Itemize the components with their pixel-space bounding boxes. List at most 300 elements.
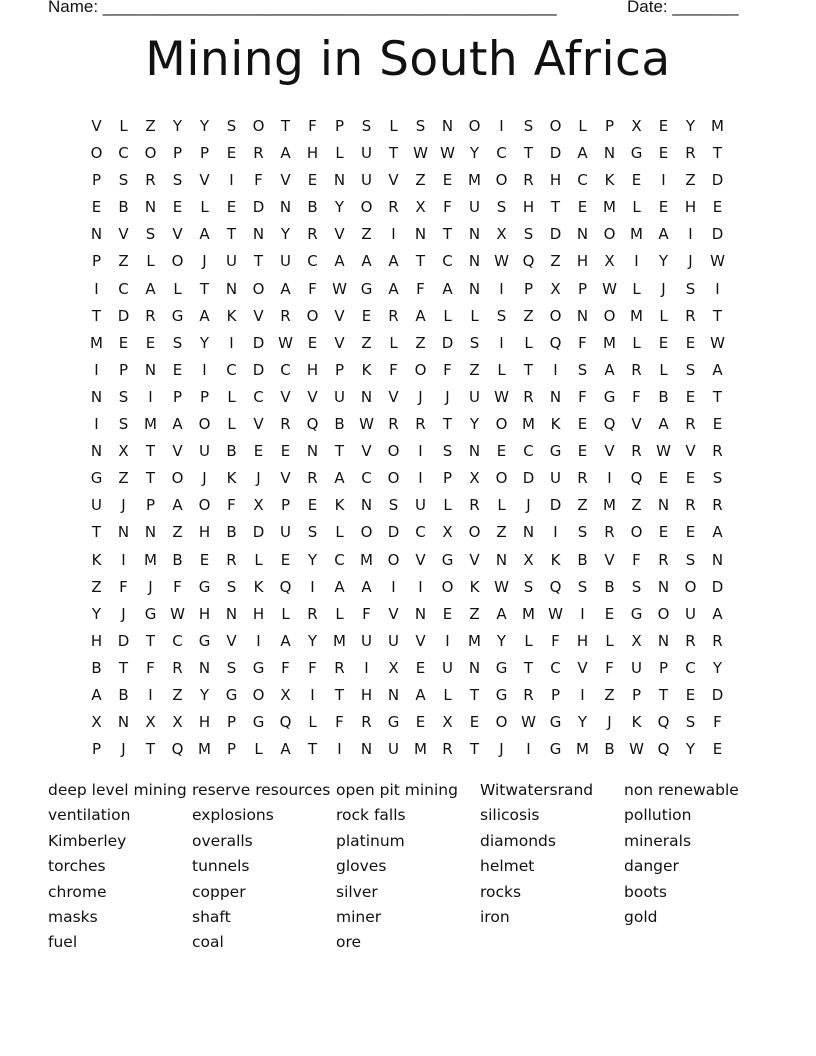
grid-cell: J [499, 740, 504, 759]
grid-cell: U [280, 523, 291, 542]
grid-cell: R [685, 415, 696, 434]
grid-cell: N [306, 442, 319, 461]
grid-cell: I [445, 631, 450, 650]
grid-cell: A [280, 144, 291, 163]
grid-cell: C [685, 658, 696, 677]
word-list-item: rock falls [336, 806, 406, 825]
grid-cell: E [226, 144, 237, 163]
grid-cell: O [387, 442, 400, 461]
grid-cell: A [712, 604, 723, 623]
grid-cell: N [198, 658, 211, 677]
grid-cell: N [576, 306, 589, 325]
grid-cell: T [307, 740, 318, 759]
grid-cell: N [522, 523, 535, 542]
grid-cell: P [172, 387, 183, 406]
grid-cell: I [688, 225, 693, 244]
grid-cell: E [280, 550, 291, 569]
grid-cell: C [442, 252, 453, 271]
grid-cell: I [499, 117, 504, 135]
grid-cell: D [441, 333, 454, 352]
grid-cell: R [631, 360, 642, 379]
grid-cell: Z [415, 333, 426, 352]
grid-cell: V [253, 306, 264, 325]
grid-cell: N [333, 171, 346, 190]
grid-cell: E [145, 333, 156, 352]
grid-cell: D [549, 496, 562, 515]
grid-cell: N [144, 523, 157, 542]
grid-cell: X [496, 225, 507, 244]
grid-cell: P [226, 713, 237, 732]
name-field: Name: ________________________________________________ [48, 0, 557, 16]
grid-cell: G [144, 604, 157, 623]
grid-cell: K [334, 496, 345, 515]
grid-cell: T [280, 117, 291, 135]
grid-cell: E [253, 442, 264, 461]
grid-cell: O [468, 523, 481, 542]
grid-cell: X [631, 631, 642, 650]
grid-cell: Y [334, 198, 345, 217]
grid-cell: N [144, 360, 157, 379]
grid-cell: L [389, 333, 398, 352]
grid-cell: F [362, 604, 371, 623]
grid-cell: G [198, 631, 211, 650]
grid-cell: U [469, 387, 480, 406]
grid-cell: S [685, 360, 696, 379]
grid-cell: K [253, 577, 264, 596]
grid-cell: A [442, 279, 453, 298]
grid-cell: D [252, 360, 265, 379]
grid-cell: R [388, 198, 399, 217]
grid-cell: X [550, 279, 561, 298]
grid-cell: Z [172, 685, 183, 704]
grid-cell: S [415, 117, 426, 135]
grid-cell: Y [280, 225, 291, 244]
grid-cell: P [631, 685, 642, 704]
grid-cell: B [172, 550, 183, 569]
grid-cell: R [280, 415, 291, 434]
grid-cell: L [254, 550, 263, 569]
grid-cell: A [658, 225, 669, 244]
grid-cell: E [712, 740, 723, 759]
grid-cell: L [200, 198, 209, 217]
grid-cell: E [361, 306, 372, 325]
grid-cell: S [118, 415, 129, 434]
grid-cell: D [387, 523, 400, 542]
grid-cell: Z [118, 252, 129, 271]
grid-cell: F [578, 387, 587, 406]
word-list-item: tunnels [192, 857, 250, 876]
grid-cell: U [280, 252, 291, 271]
grid-cell: A [91, 685, 102, 704]
grid-cell: N [711, 550, 724, 569]
grid-cell: Z [631, 496, 642, 515]
grid-cell: J [202, 252, 207, 271]
grid-cell: W [278, 333, 293, 352]
grid-cell: M [630, 306, 643, 325]
grid-cell: R [226, 550, 237, 569]
grid-cell: F [551, 631, 560, 650]
header-line [48, 0, 748, 21]
grid-cell: Q [549, 333, 562, 352]
grid-cell: A [199, 225, 210, 244]
grid-cell: L [659, 360, 668, 379]
grid-cell: J [661, 279, 666, 298]
grid-cell: H [198, 523, 211, 542]
grid-cell: M [603, 496, 616, 515]
grid-cell: R [604, 523, 615, 542]
grid-cell: J [121, 604, 126, 623]
grid-cell: U [469, 198, 480, 217]
grid-cell: N [576, 225, 589, 244]
grid-cell: R [712, 496, 723, 515]
grid-cell: E [469, 713, 480, 732]
grid-cell: T [226, 225, 237, 244]
grid-cell: I [499, 279, 504, 298]
grid-cell: E [712, 415, 723, 434]
grid-cell: A [496, 604, 507, 623]
grid-cell: A [712, 523, 723, 542]
grid-cell: K [361, 360, 372, 379]
grid-cell: V [631, 415, 642, 434]
grid-cell: Y [199, 333, 210, 352]
grid-cell: V [361, 442, 372, 461]
grid-cell: E [442, 171, 453, 190]
grid-cell: N [657, 496, 670, 515]
grid-cell: N [252, 225, 265, 244]
grid-cell: J [445, 387, 450, 406]
grid-cell: E [577, 198, 588, 217]
grid-cell: L [524, 333, 533, 352]
grid-cell: U [442, 658, 453, 677]
grid-cell: S [361, 117, 372, 135]
grid-cell: V [172, 225, 183, 244]
grid-cell: N [90, 442, 103, 461]
grid-cell: F [308, 658, 317, 677]
word-list-item: boots [624, 882, 667, 901]
grid-cell: Y [307, 550, 318, 569]
grid-cell: T [199, 279, 210, 298]
grid-cell: E [658, 198, 669, 217]
grid-cell: L [443, 496, 452, 515]
grid-cell: G [549, 713, 562, 732]
grid-cell: L [254, 740, 263, 759]
grid-cell: H [90, 631, 103, 650]
grid-cell: Q [306, 415, 319, 434]
grid-cell: Q [171, 740, 184, 759]
grid-cell: J [121, 740, 126, 759]
grid-cell: R [280, 306, 291, 325]
grid-cell: K [226, 469, 237, 488]
grid-cell: L [119, 117, 128, 135]
grid-cell: S [523, 225, 534, 244]
grid-cell: U [226, 252, 237, 271]
grid-cell: Y [712, 658, 723, 677]
grid-cell: I [526, 740, 531, 759]
grid-cell: P [199, 144, 210, 163]
grid-cell: O [171, 469, 184, 488]
grid-cell: V [91, 117, 102, 135]
grid-cell: D [549, 144, 562, 163]
grid-cell: F [119, 577, 128, 596]
grid-cell: G [225, 685, 238, 704]
grid-cell: O [90, 144, 103, 163]
grid-cell: O [495, 415, 508, 434]
grid-cell: G [549, 442, 562, 461]
grid-cell: E [307, 171, 318, 190]
grid-cell: A [415, 306, 426, 325]
grid-cell: E [685, 469, 696, 488]
grid-cell: E [631, 171, 642, 190]
grid-cell: W [656, 442, 671, 461]
grid-cell: L [470, 306, 479, 325]
grid-cell: A [388, 279, 399, 298]
grid-cell: T [415, 252, 426, 271]
grid-cell: O [387, 469, 400, 488]
grid-cell: C [361, 469, 372, 488]
grid-cell: N [90, 225, 103, 244]
grid-cell: Q [279, 713, 292, 732]
grid-cell: E [685, 523, 696, 542]
grid-cell: Q [603, 415, 616, 434]
grid-cell: R [685, 306, 696, 325]
grid-cell: T [334, 685, 345, 704]
grid-cell: Y [307, 631, 318, 650]
grid-cell: M [90, 333, 103, 352]
grid-cell: T [550, 198, 561, 217]
grid-cell: F [308, 279, 317, 298]
grid-cell: J [202, 469, 207, 488]
grid-cell: I [580, 604, 585, 623]
grid-cell: P [118, 360, 129, 379]
grid-cell: T [145, 631, 156, 650]
grid-cell: O [252, 685, 265, 704]
grid-cell: S [307, 523, 318, 542]
grid-cell: G [252, 713, 265, 732]
grid-cell: D [549, 225, 562, 244]
grid-cell: Q [657, 740, 670, 759]
grid-cell: T [469, 685, 480, 704]
grid-cell: L [335, 144, 344, 163]
word-list-item: miner [336, 907, 382, 926]
grid-cell: T [145, 740, 156, 759]
grid-cell: Y [91, 604, 102, 623]
grid-cell: C [280, 360, 291, 379]
grid-cell: M [198, 740, 211, 759]
grid-cell: C [118, 279, 129, 298]
grid-cell: A [280, 740, 291, 759]
grid-cell: N [279, 198, 292, 217]
grid-cell: H [360, 685, 373, 704]
grid-cell: J [418, 387, 423, 406]
grid-cell: S [118, 387, 129, 406]
grid-cell: N [117, 713, 130, 732]
grid-cell: S [118, 171, 129, 190]
grid-cell: Z [361, 225, 372, 244]
grid-cell: S [469, 333, 480, 352]
grid-cell: X [415, 198, 426, 217]
grid-cell: R [442, 740, 453, 759]
grid-cell: U [388, 740, 399, 759]
grid-cell: T [712, 306, 723, 325]
word-list-item: explosions [192, 806, 274, 825]
grid-cell: T [523, 360, 534, 379]
grid-cell: M [576, 740, 589, 759]
grid-cell: O [468, 117, 481, 135]
grid-cell: O [252, 117, 265, 135]
grid-cell: K [91, 550, 102, 569]
grid-cell: K [226, 306, 237, 325]
word-list-item: diamonds [480, 831, 556, 850]
grid-cell: A [334, 252, 345, 271]
grid-cell: R [145, 306, 156, 325]
grid-cell: R [415, 415, 426, 434]
grid-cell: L [227, 415, 236, 434]
grid-cell: R [685, 144, 696, 163]
grid-cell: S [496, 306, 507, 325]
grid-cell: V [388, 171, 399, 190]
grid-cell: C [334, 550, 345, 569]
grid-cell: O [495, 713, 508, 732]
word-list-item: deep level mining [48, 781, 187, 799]
grid-cell: I [256, 631, 261, 650]
grid-cell: T [388, 144, 399, 163]
grid-cell: B [307, 198, 318, 217]
grid-cell: E [658, 117, 669, 135]
grid-cell: I [661, 171, 666, 190]
grid-cell: N [468, 442, 481, 461]
grid-cell: M [144, 550, 157, 569]
grid-cell: D [711, 577, 724, 596]
word-list [48, 778, 768, 956]
word-list-item: helmet [480, 857, 535, 876]
grid-cell: C [523, 442, 534, 461]
grid-cell: S [577, 577, 588, 596]
grid-cell: E [604, 604, 615, 623]
grid-cell: T [523, 144, 534, 163]
grid-cell: N [657, 631, 670, 650]
grid-cell: E [658, 523, 669, 542]
grid-cell: T [91, 523, 102, 542]
grid-cell: A [172, 415, 183, 434]
grid-cell: T [442, 415, 453, 434]
grid-cell: C [172, 631, 183, 650]
grid-cell: O [495, 469, 508, 488]
word-list-item: reserve resources [192, 781, 331, 799]
grid-cell: E [442, 604, 453, 623]
grid-cell: C [415, 523, 426, 542]
grid-cell: T [523, 658, 534, 677]
grid-cell: O [198, 415, 211, 434]
grid-cell: U [334, 387, 345, 406]
grid-cell: P [226, 740, 237, 759]
grid-cell: Q [279, 577, 292, 596]
grid-cell: E [685, 387, 696, 406]
grid-cell: E [280, 442, 291, 461]
grid-cell: G [90, 469, 103, 488]
grid-cell: R [712, 442, 723, 461]
grid-cell: A [577, 144, 588, 163]
grid-cell: Z [523, 306, 534, 325]
grid-cell: V [469, 550, 480, 569]
grid-cell: D [522, 469, 535, 488]
grid-cell: Y [658, 252, 669, 271]
grid-cell: A [334, 577, 345, 596]
grid-cell: U [361, 144, 372, 163]
grid-cell: I [553, 360, 558, 379]
grid-cell: V [172, 442, 183, 461]
grid-cell: Z [118, 469, 129, 488]
grid-cell: P [172, 144, 183, 163]
grid-cell: R [334, 658, 345, 677]
grid-cell: L [227, 387, 236, 406]
grid-cell: M [630, 225, 643, 244]
grid-cell: I [310, 577, 315, 596]
grid-cell: V [334, 333, 345, 352]
word-list-item: danger [624, 857, 679, 876]
grid-cell: E [307, 496, 318, 515]
grid-cell: H [684, 198, 697, 217]
letter-grid [83, 113, 731, 763]
grid-cell: C [253, 387, 264, 406]
grid-cell: T [145, 442, 156, 461]
grid-cell: G [252, 658, 265, 677]
word-list-item: Kimberley [48, 831, 127, 850]
grid-cell: T [712, 144, 723, 163]
grid-cell: H [576, 631, 589, 650]
grid-cell: O [414, 360, 427, 379]
word-list-item: ore [336, 933, 362, 952]
grid-cell: G [198, 577, 211, 596]
grid-cell: W [494, 387, 509, 406]
grid-cell: T [442, 225, 453, 244]
grid-cell: B [658, 387, 669, 406]
grid-cell: J [148, 577, 153, 596]
grid-cell: C [226, 360, 237, 379]
grid-cell: K [550, 415, 561, 434]
grid-cell: I [391, 225, 396, 244]
grid-cell: A [280, 279, 291, 298]
grid-cell: N [441, 117, 454, 135]
grid-cell: F [443, 198, 452, 217]
grid-cell: A [280, 631, 291, 650]
grid-cell: S [172, 333, 183, 352]
grid-cell: G [495, 685, 508, 704]
grid-cell: V [334, 306, 345, 325]
grid-cell: L [443, 685, 452, 704]
grid-cell: I [418, 469, 423, 488]
grid-cell: V [280, 171, 291, 190]
grid-cell: O [360, 523, 373, 542]
grid-cell: Z [361, 333, 372, 352]
grid-cell: V [334, 225, 345, 244]
grid-cell: H [549, 171, 562, 190]
grid-cell: K [631, 713, 642, 732]
grid-cell: S [226, 577, 237, 596]
grid-cell: Y [172, 117, 183, 135]
grid-cell: L [335, 604, 344, 623]
grid-cell: N [90, 387, 103, 406]
grid-cell: N [360, 387, 373, 406]
grid-cell: W [413, 144, 428, 163]
grid-cell: M [603, 333, 616, 352]
grid-cell: H [252, 604, 265, 623]
grid-cell: T [118, 658, 129, 677]
grid-cell: I [607, 469, 612, 488]
grid-cell: O [441, 577, 454, 596]
grid-cell: R [307, 225, 318, 244]
grid-cell: U [388, 631, 399, 650]
word-list-item: gold [624, 907, 658, 926]
